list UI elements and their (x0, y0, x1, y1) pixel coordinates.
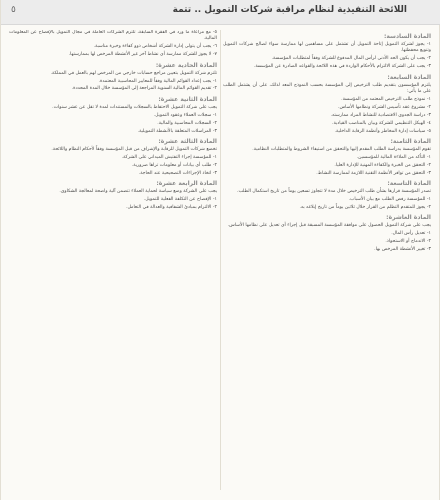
body-paragraph: ٥- سياسات إدارة المخاطر وأنظمة الرقابة الداخلية. (334, 128, 431, 134)
body-paragraph: يجب على شركة التمويل الاحتفاظ بالسجلات والمستندات لمدة لا تقل عن عشر سنوات. (52, 104, 217, 110)
section-heading: المادة الثالثة عشرة: (158, 137, 217, 145)
body-paragraph: ٢- طلب أي بيانات أو معلومات تراها ضرورية. (131, 162, 217, 168)
body-paragraph: ٣- تغيير الأنشطة المرخص بها. (374, 247, 431, 253)
column-divider (220, 30, 221, 490)
body-paragraph: ٢- تقديم القوائم المالية السنوية المراجعة إلى المؤسسة خلال المدة المحددة. (71, 86, 217, 92)
section-heading: المادة العاشرة: (386, 214, 431, 222)
section-heading: المادة الرابعة عشرة: (156, 180, 217, 188)
section-heading: المادة السادسة: (384, 33, 431, 40)
left-column (9, 30, 217, 492)
section-heading: المادة السابعة: (387, 73, 431, 81)
body-paragraph: ١- تعديل رأس المال. (391, 231, 431, 237)
body-paragraph: تلتزم شركة التمويل بتعيين مراجع حسابات خارجي من المرخص لهم بالعمل في المملكة. (50, 70, 217, 76)
body-paragraph: ٢- الالتزام بمبادئ الشفافية والعدالة في التعامل. (126, 204, 217, 210)
body-paragraph: ١- يجب إعداد القوائم المالية وفقاً للمعايير المحاسبية المعتمدة. (98, 78, 217, 84)
body-paragraph: تخضع شركات التمويل للرقابة والإشراف من قبل المؤسسة وفقاً لأحكام النظام واللائحة. (51, 146, 217, 152)
right-column (223, 30, 431, 492)
body-paragraph: ١- الإفصاح عن التكلفة الفعلية للتمويل. (143, 197, 217, 202)
body-paragraph: ١- للمؤسسة رفض الطلب مع بيان الأسباب. (348, 197, 431, 202)
page-number: ٥ (11, 5, 16, 15)
body-paragraph: ١- يجوز لشركة التمويل إتاحة التمويل أن تشتمل على مساهمين لها ممارسة سواء لصالح شركات التمويل وتنويع محفظتها. (223, 42, 431, 54)
body-paragraph: ٢- مشروع عقد تأسيس الشركة ونظامها الأساس. (337, 104, 431, 110)
body-paragraph: تقوم المؤسسة بدراسة الطلب المقدم إليها والتحقق من استيفاء الشروط والمتطلبات النظامية. (252, 146, 431, 152)
body-paragraph: ٣- اتخاذ الإجراءات التصحيحية عند الحاجة. (138, 170, 217, 176)
body-paragraph: ١- للمؤسسة إجراء التفتيش الميداني على الشركة. (121, 154, 217, 160)
body-paragraph: يجب على شركة التمويل الحصول على موافقة المؤسسة المسبقة قبل إجراء أي تعديل على نظامها الأساس. (227, 223, 431, 229)
body-paragraph: ٢- الاندماج أو الاستحواذ. (385, 239, 431, 245)
body-paragraph: ٥- مع مراعاة ما ورد في الفقرة السابقة، تلتزم الشركات العاملة في مجال التمويل بالإفصاح عن المعلومات المالية. (9, 30, 217, 42)
body-paragraph: ٧- لا يجوز للشركة ممارسة أي نشاط آخر غير الأنشطة المرخص لها بممارستها. (68, 52, 217, 58)
body-paragraph: ٢- التحقق من الخبرة والكفاءة المهنية للإدارة العليا. (334, 162, 431, 168)
body-paragraph: ٢- السجلات المحاسبية والمالية. (157, 120, 217, 126)
body-paragraph: يلتزم المؤسسون بتقديم طلب الترخيص إلى المؤسسة بحسب النموذج المعد لذلك، على أن يشتمل الطلب على ما يأتي: (223, 82, 431, 95)
section-heading: المادة الثامنة: (390, 137, 431, 145)
body-paragraph: ٣- يجب على الشركة الالتزام بالأحكام الواردة في هذه اللائحة والقواعد الصادرة عن المؤسسة. (253, 64, 431, 70)
body-paragraph: ٣- التحقق من توافر الأنظمة التقنية اللازمة لممارسة النشاط. (316, 170, 431, 176)
body-paragraph: ٤- الهيكل التنظيمي للشركة وبيان بالمناصب القيادية. (332, 120, 431, 126)
page-header (1, 0, 440, 25)
body-paragraph: ٢- يجوز للمتقدم التظلم من القرار خلال ثلاثين يوماً من تاريخ إبلاغه به. (299, 204, 431, 210)
body-paragraph: ٦- يجب أن يتولى إدارة الشركة أشخاص ذوو كفاءة وخبرة مناسبة. (93, 44, 217, 50)
section-heading: المادة التاسعة: (387, 180, 431, 188)
body-paragraph: ١- نموذج طلب الترخيص المعتمد من المؤسسة. (341, 96, 431, 102)
section-heading: المادة الحادية عشرة: (155, 61, 217, 69)
body-paragraph: ١- التأكد من الملاءة المالية للمؤسسين. (356, 154, 431, 160)
section-heading: المادة الثانية عشرة: (158, 95, 217, 103)
body-paragraph: ٣- المراسلات المتعلقة بالأنشطة التمويلية. (137, 128, 217, 134)
body-paragraph: ٣- دراسة الجدوى الاقتصادية للنشاط المراد ممارسته. (330, 112, 431, 118)
body-paragraph: تصدر المؤسسة قرارها بشأن طلب الترخيص خلال مدة لا تتجاوز تسعين يوماً من تاريخ استكمال الطلب. (237, 189, 431, 195)
page-title: اللائحة التنفيذية لنظام مراقبة شركات التمويل .. تتمة (172, 5, 407, 15)
body-paragraph: يجب على الشركة وضع سياسة لحماية العملاء تتضمن آلية واضحة لمعالجة الشكاوى. (59, 189, 217, 195)
body-paragraph: ٢- يجب أن يكون الحد الأدنى لرأس المال المدفوع للشركة وفقاً لمتطلبات المؤسسة. (271, 56, 431, 62)
body-paragraph: ١- سجلات العملاء وعقود التمويل. (153, 112, 217, 118)
